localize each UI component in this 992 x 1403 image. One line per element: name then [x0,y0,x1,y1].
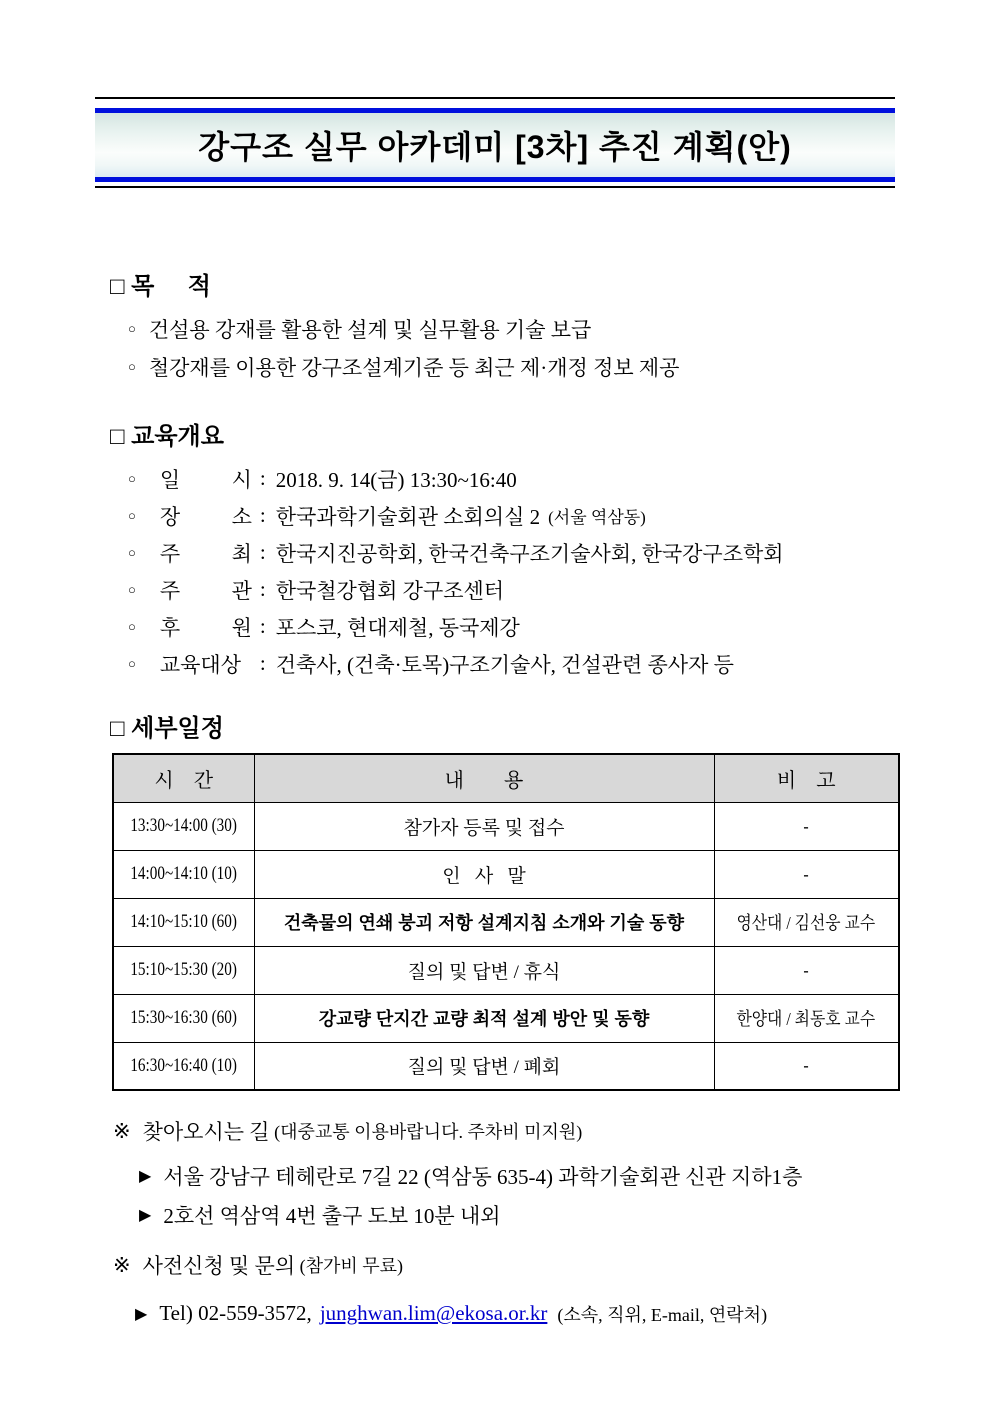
telephone-number: Tel) 02-559-3572, [159,1301,312,1325]
overview-item-colon: : [259,540,266,564]
overview-item-label: 장 소 [159,504,252,529]
schedule-cell-note: - [714,850,899,898]
schedule-header-row [113,754,899,802]
schedule-cell-content: 질의 및 답변 / 폐회 [254,1042,714,1090]
circle-bullet-icon: ○ [128,655,136,671]
email-link[interactable]: junghwan.lim@ekosa.or.kr [319,1301,548,1325]
schedule-cell-note: 영산대 / 김선웅 교수 [714,898,899,946]
schedule-cell-time: 15:10~15:30 (20) [113,946,254,994]
circle-bullet-icon: ○ [128,321,136,336]
purpose-item [128,348,679,386]
schedule-table [112,753,900,1091]
directions-section [113,1116,802,1234]
column-header-note: 비 고 [714,754,899,802]
directions-item-text: 2호선 역삼역 4번 출구 도보 10분 내외 [163,1203,501,1228]
overview-item-label: 교육대상 [159,652,242,677]
schedule-row [113,946,899,994]
schedule-row [113,994,899,1042]
circle-bullet-icon: ○ [128,618,136,634]
banner-bottom-rule [95,186,895,188]
circle-bullet-icon: ○ [128,544,136,560]
overview-item-value: 한국지진공학회, 한국건축구조기술사회, 한국강구조학회 [275,541,784,566]
schedule-cell-note: - [714,802,899,850]
arrow-marker-icon: ▶ [135,1305,148,1323]
schedule-cell-time: 14:10~15:10 (60) [113,898,254,946]
schedule-cell-time: 14:00~14:10 (10) [113,850,254,898]
contact-info-note: (소속, 직위, E-mail, 연락처) [557,1304,768,1325]
registration-fee-note: (참가비 무료) [299,1256,404,1276]
purpose-item-text: 철강재를 이용한 강구조설계기준 등 최근 제·개정 정보 제공 [148,356,680,380]
overview-item-label: 후 원 [159,615,252,640]
overview-item-label: 주 관 [159,578,252,603]
purpose-item-text: 건설용 강재를 활용한 설계 및 실무활용 기술 보급 [148,318,592,342]
schedule-cell-time: 15:30~16:30 (60) [113,994,254,1042]
schedule-row [113,898,899,946]
overview-item [128,608,792,645]
overview-item [128,497,792,534]
schedule-cell-content: 질의 및 답변 / 휴식 [254,946,714,994]
banner-box [95,108,895,182]
overview-item [128,645,792,682]
overview-item-colon: : [259,466,266,490]
overview-item-note: (서울 역삼동) [548,508,646,527]
directions-heading-line [113,1116,802,1146]
arrow-marker-icon: ▶ [139,1206,152,1224]
overview-item-value: 한국철강협회 강구조센터 [275,578,505,603]
schedule-cell-time: 13:30~14:00 (30) [113,802,254,850]
column-header-time: 시 간 [113,754,254,802]
section-heading-overview: □ 교육개요 [110,423,224,450]
overview-item-value: 2018. 9. 14(금) 13:30~16:40 [275,467,517,492]
overview-list [128,460,792,682]
overview-item [128,460,792,497]
registration-heading-line [113,1250,767,1280]
purpose-list [128,310,679,386]
overview-item-colon: : [259,577,266,601]
overview-item-colon: : [259,651,266,675]
directions-item [139,1156,802,1195]
overview-item-value: 포스코, 현대제철, 동국제강 [275,615,520,640]
overview-item-colon: : [259,614,266,638]
schedule-cell-time: 16:30~16:40 (10) [113,1042,254,1090]
overview-item-label: 주 최 [159,541,252,566]
schedule-cell-note: 한양대 / 최동호 교수 [714,994,899,1042]
schedule-cell-content: 참가자 등록 및 접수 [254,802,714,850]
circle-bullet-icon: ○ [128,581,136,597]
section-heading-schedule: □ 세부일정 [110,715,224,742]
directions-item [139,1195,802,1234]
overview-item-value: 건축사, (건축·토목)구조기술사, 건설관련 종사자 등 [275,652,734,677]
schedule-cell-note: - [714,1042,899,1090]
circle-bullet-icon: ○ [128,470,136,486]
column-header-content: 내 용 [254,754,714,802]
schedule-cell-content: 강교량 단지간 교량 최적 설계 방안 및 동향 [254,994,714,1042]
overview-item [128,534,792,571]
purpose-item [128,310,679,348]
circle-bullet-icon: ○ [128,507,136,523]
schedule-cell-content: 건축물의 연쇄 붕괴 저항 설계지침 소개와 기술 동향 [254,898,714,946]
banner-top-rule [95,97,895,99]
schedule-cell-content: 인 사 말 [254,850,714,898]
contact-line [135,1294,767,1333]
arrow-marker-icon: ▶ [139,1167,152,1185]
overview-item-value: 한국과학기술회관 소회의실 2 [275,504,541,529]
reference-mark-icon: ※ [113,1252,131,1277]
schedule-cell-note: - [714,946,899,994]
directions-heading: 찾아오시는 길 [142,1120,270,1144]
registration-section [113,1250,767,1333]
overview-item-label: 일 시 [159,467,252,492]
schedule-row [113,802,899,850]
directions-parking-note: (대중교통 이용바랍니다. 주차비 미지원) [274,1122,583,1142]
title-banner [95,97,895,188]
overview-item-colon: : [259,503,266,527]
schedule-row [113,850,899,898]
overview-item [128,571,792,608]
schedule-row [113,1042,899,1090]
circle-bullet-icon: ○ [128,359,136,374]
directions-item-text: 서울 강남구 테헤란로 7길 22 (역삼동 635-4) 과학기술회관 신관 지하1층 [163,1164,803,1189]
registration-heading: 사전신청 및 문의 [142,1254,296,1278]
page-title: 강구조 실무 아카데미 [3차] 추진 계획(안) [198,129,792,165]
section-heading-purpose: □ 목 적 [110,273,211,300]
reference-mark-icon: ※ [113,1118,131,1143]
directions-list [113,1156,802,1234]
